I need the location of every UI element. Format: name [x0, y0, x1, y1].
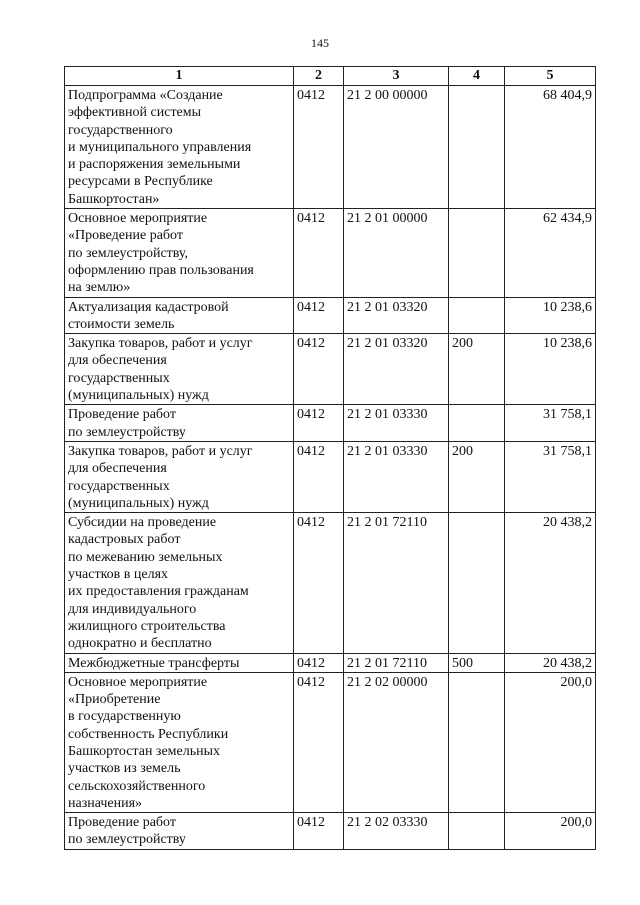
cell-amount: 62 434,9 — [505, 209, 596, 297]
cell-name-line: однократно и бесплатно — [68, 636, 212, 652]
cell-amount: 31 758,1 — [505, 405, 596, 442]
table-row — [65, 672, 596, 812]
cell-name-line: Субсидии на проведение — [68, 515, 217, 531]
cell-vtype: 200 — [449, 334, 505, 405]
cell-name — [65, 334, 294, 405]
table-row — [65, 334, 596, 405]
cell-name — [65, 441, 294, 512]
cell-name-line: Проведение работ — [68, 407, 176, 423]
header-cell-section: 2 — [294, 67, 344, 86]
cell-name — [65, 813, 294, 850]
header-row — [65, 67, 596, 86]
cell-section: 0412 — [294, 441, 344, 512]
cell-name-line: «Проведение работ — [68, 228, 183, 244]
cell-name — [65, 405, 294, 442]
cell-name-line: Подпрограмма «Создание — [68, 88, 223, 103]
header-cell-vtype: 4 — [449, 67, 505, 86]
cell-target: 21 2 01 03330 — [344, 441, 449, 512]
cell-name — [65, 672, 294, 812]
cell-amount: 10 238,6 — [505, 297, 596, 334]
cell-name — [65, 297, 294, 334]
header-cell-name: 1 — [65, 67, 294, 86]
cell-vtype — [449, 297, 505, 334]
table-row — [65, 405, 596, 442]
cell-name-line: в государственную — [68, 709, 181, 725]
cell-name-line: государственных — [68, 478, 170, 494]
cell-section: 0412 — [294, 513, 344, 653]
cell-name-line: (муниципальных) нужд — [68, 495, 209, 511]
cell-amount: 20 438,2 — [505, 513, 596, 653]
cell-section: 0412 — [294, 813, 344, 850]
cell-target: 21 2 00 00000 — [344, 86, 449, 209]
cell-section: 0412 — [294, 405, 344, 442]
header-cell-target: 3 — [344, 67, 449, 86]
cell-name-line: для индивидуального — [68, 601, 197, 617]
cell-section: 0412 — [294, 672, 344, 812]
cell-name-line: по землеустройству, — [68, 245, 189, 261]
cell-name-line: кадастровых работ — [68, 532, 181, 548]
cell-name-line: и распоряжения земельными — [68, 157, 241, 173]
cell-name-line: для обеспечения — [68, 353, 167, 369]
table-row — [65, 297, 596, 334]
cell-vtype — [449, 86, 505, 209]
cell-vtype — [449, 405, 505, 442]
cell-target: 21 2 01 72110 — [344, 513, 449, 653]
cell-target: 21 2 01 03320 — [344, 334, 449, 405]
cell-target: 21 2 01 00000 — [344, 209, 449, 297]
cell-name-line: жилищного строительства — [68, 618, 226, 634]
cell-name-line: Актуализация кадастровой — [68, 299, 229, 315]
cell-name-line: для обеспечения — [68, 461, 167, 477]
cell-name-line: государственного — [68, 122, 173, 138]
cell-name-line: стоимости земель — [68, 316, 175, 332]
cell-name-line: (муниципальных) нужд — [68, 388, 209, 404]
table-row — [65, 513, 596, 653]
cell-vtype — [449, 513, 505, 653]
cell-name-line: «Приобретение — [68, 692, 161, 708]
cell-amount: 10 238,6 — [505, 334, 596, 405]
cell-name-line: по землеустройству — [68, 424, 186, 440]
cell-name-line: Межбюджетные трансферты — [68, 655, 240, 671]
table-row — [65, 441, 596, 512]
cell-section: 0412 — [294, 334, 344, 405]
cell-name-line: Башкортостан» — [68, 191, 160, 207]
cell-name-line: по землеустройству — [68, 832, 186, 848]
cell-vtype — [449, 209, 505, 297]
cell-name — [65, 513, 294, 653]
cell-name — [65, 653, 294, 672]
cell-name-line: Проведение работ — [68, 815, 176, 831]
cell-name-line: Основное мероприятие — [68, 674, 208, 690]
cell-name — [65, 86, 294, 209]
table-body — [65, 86, 596, 850]
cell-name-line: собственность Республики — [68, 726, 229, 742]
cell-section: 0412 — [294, 209, 344, 297]
table-row — [65, 86, 596, 209]
budget-table — [64, 66, 596, 850]
cell-name-line: оформлению прав пользования — [68, 262, 254, 278]
cell-amount: 20 438,2 — [505, 653, 596, 672]
cell-vtype — [449, 813, 505, 850]
cell-amount: 31 758,1 — [505, 441, 596, 512]
cell-section: 0412 — [294, 86, 344, 209]
cell-amount: 68 404,9 — [505, 86, 596, 209]
cell-name-line: назначения» — [68, 795, 143, 811]
cell-amount: 200,0 — [505, 672, 596, 812]
cell-name-line: и муниципального управления — [68, 139, 252, 155]
cell-vtype: 200 — [449, 441, 505, 512]
table-row — [65, 653, 596, 672]
table-row — [65, 813, 596, 850]
cell-name-line: Закупка товаров, работ и услуг — [68, 443, 253, 459]
cell-target: 21 2 02 03330 — [344, 813, 449, 850]
cell-target: 21 2 01 72110 — [344, 653, 449, 672]
cell-name-line: Башкортостан земельных — [68, 743, 221, 759]
cell-name-line: по межеванию земельных — [68, 549, 223, 565]
table-row — [65, 209, 596, 297]
cell-target: 21 2 02 00000 — [344, 672, 449, 812]
cell-name-line: Закупка товаров, работ и услуг — [68, 336, 253, 352]
cell-target: 21 2 01 03330 — [344, 405, 449, 442]
cell-vtype — [449, 672, 505, 812]
cell-name-line: участков в целях — [68, 567, 169, 583]
cell-name-line: на землю» — [68, 280, 131, 296]
page-number: 145 — [311, 36, 329, 50]
cell-section: 0412 — [294, 653, 344, 672]
cell-target: 21 2 01 03320 — [344, 297, 449, 334]
cell-section: 0412 — [294, 297, 344, 334]
cell-name — [65, 209, 294, 297]
cell-name-line: ресурсами в Республике — [68, 174, 213, 190]
cell-name-line: участков из земель — [68, 761, 181, 777]
cell-vtype: 500 — [449, 653, 505, 672]
cell-amount: 200,0 — [505, 813, 596, 850]
cell-name-line: Основное мероприятие — [68, 211, 208, 227]
header-cell-amount: 5 — [505, 67, 596, 86]
cell-name-line: их предоставления гражданам — [68, 584, 249, 600]
cell-name-line: государственных — [68, 370, 170, 386]
cell-name-line: эффективной системы — [68, 105, 202, 121]
cell-name-line: сельскохозяйственного — [68, 778, 206, 794]
